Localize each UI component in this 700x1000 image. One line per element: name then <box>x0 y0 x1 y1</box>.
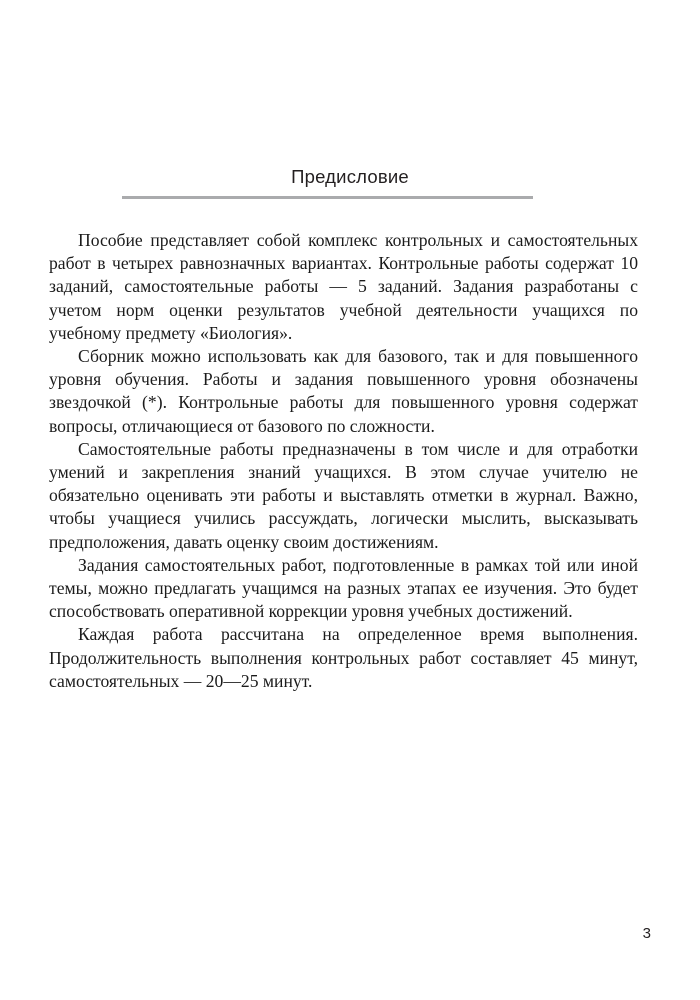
paragraph: Пособие представляет собой комплекс контрольных и самостоятельных работ в четырех равнозначных вариантах. Контрольные работы содержат 10 заданий, самостоятельные работы — 5 заданий. Задания разработаны с учетом норм оценки результатов учебной деятельности учащихся по учебному предмету «Биология». <box>49 230 638 343</box>
heading-block <box>0 166 700 188</box>
heading-divider <box>122 196 533 199</box>
paragraph: Каждая работа рассчитана на определенное время выполнения. Продолжительность выполнения контрольных работ составляет 45 минут, самостоятельных — 20—25 минут. <box>49 624 638 691</box>
paragraph: Задания самостоятельных работ, подготовленные в рамках той или иной темы, можно предлагать учащимся на разных этапах ее изучения. Это будет способствовать оперативной коррекции уровня учебных достижений. <box>49 554 638 622</box>
paragraph: Самостоятельные работы предназначены в том числе и для отработки умений и закрепления знаний учащихся. В этом случае учителю не обязательно оценивать эти работы и выставлять отметки в журнал. Важно, чтобы учащиеся учились рассуждать, логически мыслить, высказывать предположения, давать оценку своим достижениям. <box>49 438 638 552</box>
body-text <box>49 229 638 693</box>
page-title: Предисловие <box>291 166 409 187</box>
page-number: 3 <box>642 925 651 942</box>
paragraph: Сборник можно использовать как для базового, так и для повышенного уровня обучения. Работы и задания повышенного уровня обозначены звездочкой (*). Контрольные работы для повышенного уровня содержат вопросы, отличающиеся от базового по сложности. <box>49 346 638 436</box>
